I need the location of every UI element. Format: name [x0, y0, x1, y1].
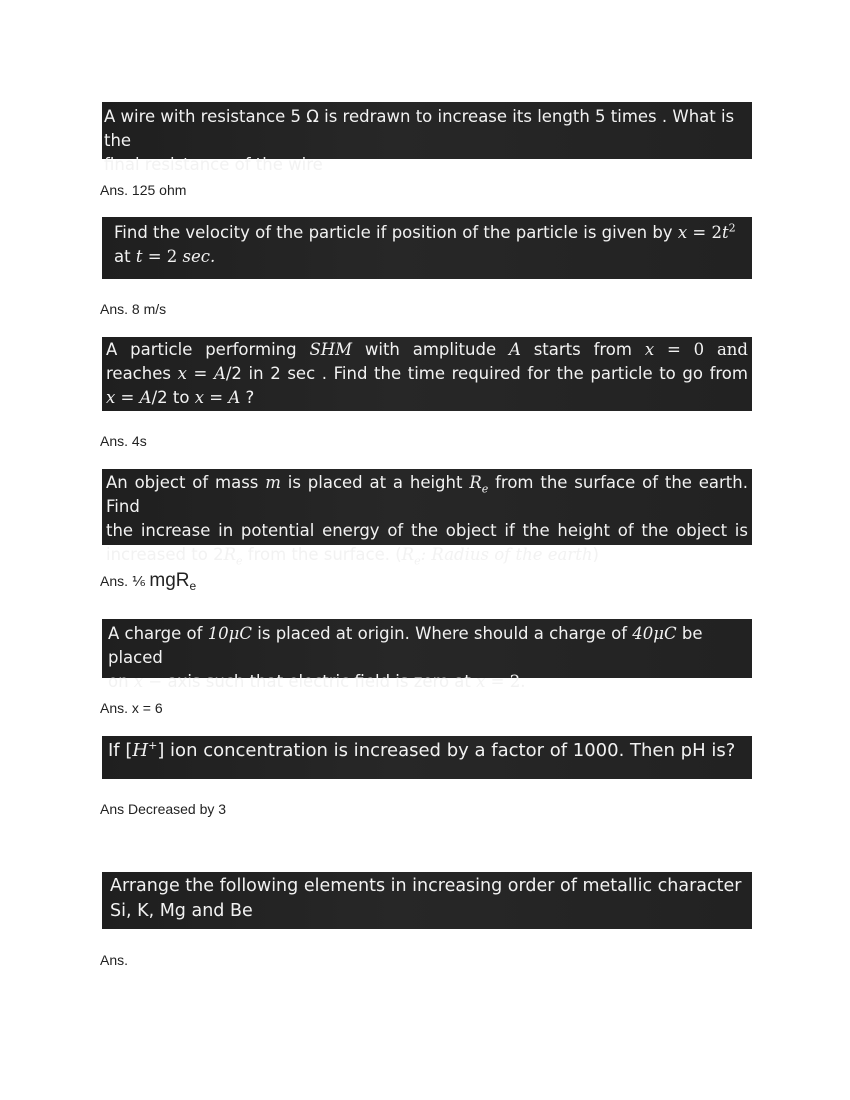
question-box-1 [102, 102, 752, 174]
answer-6: Ans Decreased by 3 [100, 801, 227, 817]
question-box-6 [102, 736, 752, 779]
question-text: the increase in potential energy of the object if the height of the object is [106, 521, 748, 540]
question-text: Si, K, Mg and Be [110, 901, 253, 921]
question-text: A charge of 10μC is placed at origin. Where should a charge of 40μC be placed [108, 624, 703, 667]
question-box-5 [102, 619, 752, 691]
answer-3: Ans. 4s [100, 433, 147, 449]
answer-2: Ans. 8 m/s [100, 301, 167, 317]
question-text: on x − axis such that electric field is zero at x = 2. [108, 672, 526, 691]
question-text: If [H+] ion concentration is increased by a factor of 1000. Then pH is? [108, 739, 736, 761]
question-box-3 [102, 337, 752, 411]
answer-5: Ans. x = 6 [100, 700, 163, 716]
question-text: final resistance of the wire [104, 155, 323, 174]
question-box-2 [102, 217, 752, 279]
question-text: An object of mass m is placed at a height $R_e$ from the surface of the earth. Find [106, 473, 748, 516]
question-text: A wire with resistance 5 Ω is redrawn to increase its length 5 times . What is the [104, 107, 735, 150]
answer-7: Ans. [100, 952, 129, 968]
question-text: increased to $2R_e$ from the surface. ($R_e$: Radius of the earth) [106, 545, 599, 568]
question-box-7 [102, 872, 752, 929]
question-box-4 [102, 469, 752, 568]
answer-4: Ans. ⅙ mgR$_e$ [100, 570, 197, 593]
question-text: Arrange the following elements in increasing order of metallic character [110, 876, 742, 896]
question-text: A particle performing SHM with amplitude A starts from x = 0 and [106, 340, 748, 359]
question-text: at t = 2 sec. [114, 247, 216, 266]
question-text: x = A/2 to x = A ? [106, 388, 255, 407]
question-text: reaches x = A/2 in 2 sec . Find the time required for the particle to go from [106, 364, 748, 383]
answer-1: Ans. 125 ohm [100, 182, 187, 198]
question-text: Find the velocity of the particle if position of the particle is given by $x = 2t^2$ [114, 221, 736, 242]
